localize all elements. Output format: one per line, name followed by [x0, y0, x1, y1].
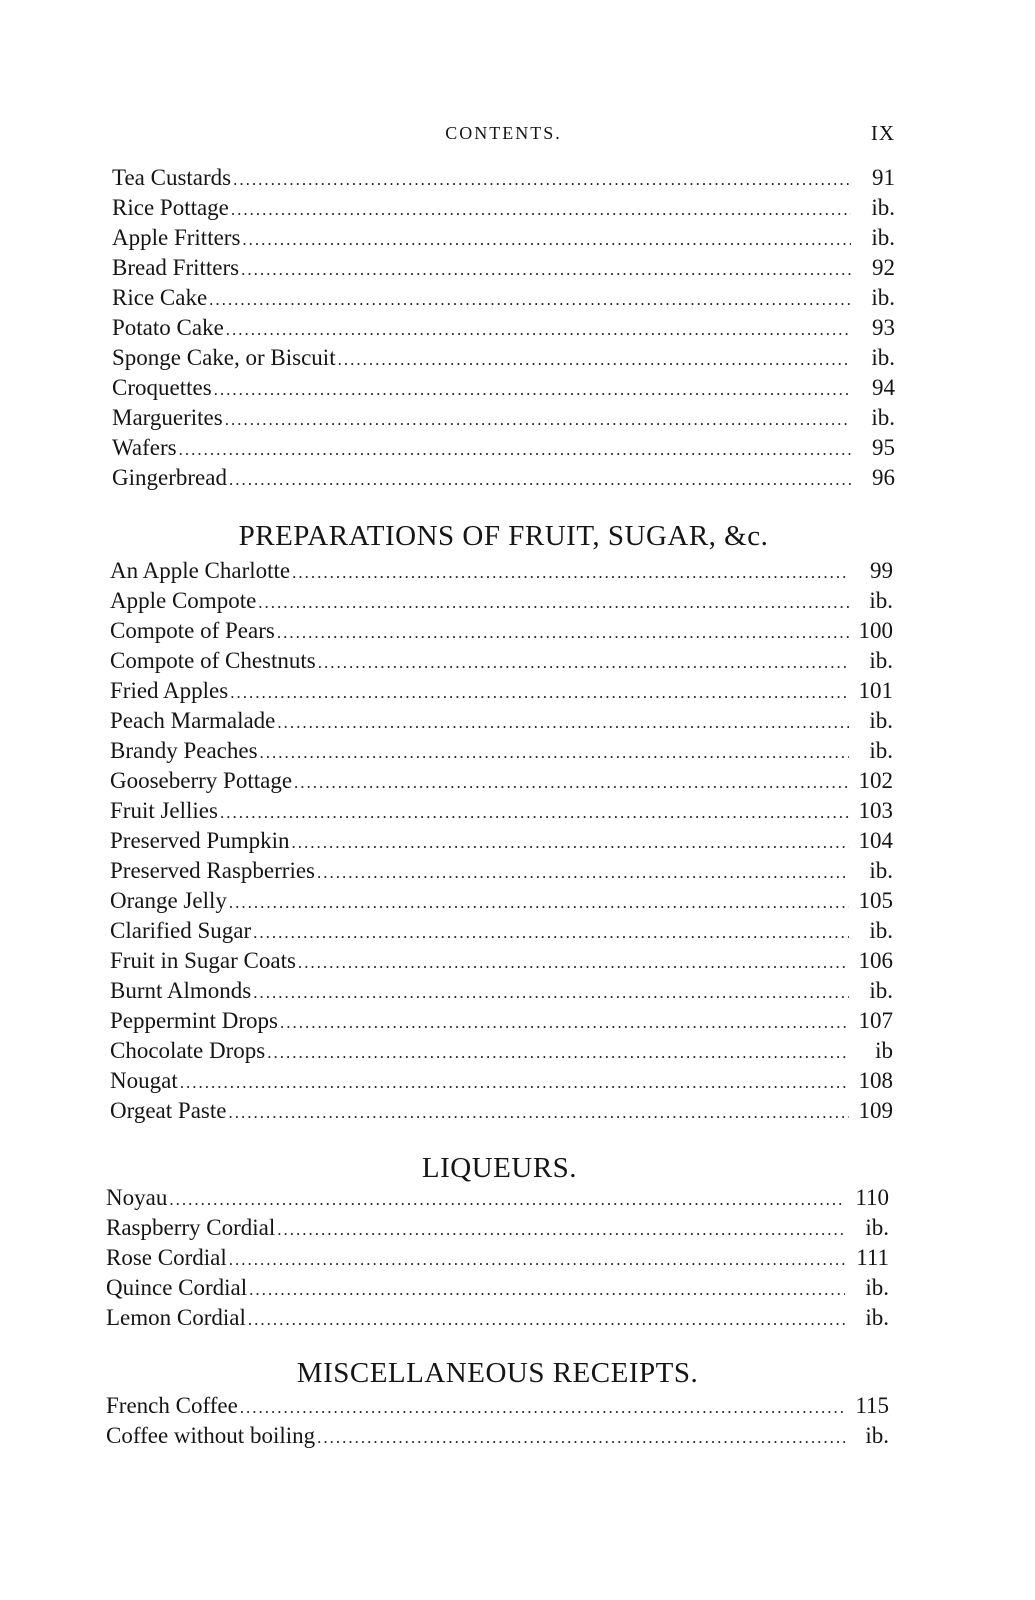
dot-leader [260, 738, 849, 768]
entry-page: 94 [872, 375, 895, 400]
toc-entry [110, 766, 893, 796]
running-head [112, 120, 895, 150]
entry-page: ib. [871, 345, 895, 370]
entry-page: ib. [869, 738, 893, 763]
entry-page: 115 [855, 1393, 889, 1418]
entry-title: Nougat [110, 1068, 178, 1093]
entry-page: ib. [869, 648, 893, 673]
entry-page: ib. [869, 708, 893, 733]
dot-leader [214, 375, 851, 405]
entry-title: Quince Cordial [106, 1275, 248, 1300]
dot-leader [280, 1008, 849, 1038]
entry-title: Marguerites [112, 405, 223, 430]
entry-page: ib. [865, 1305, 889, 1330]
entry-page: ib [875, 1038, 893, 1063]
entry-title: Orgeat Paste [110, 1098, 227, 1123]
entry-title: Clarified Sugar [110, 918, 252, 943]
dot-leader [229, 888, 849, 918]
entry-title: Burnt Almonds [110, 978, 252, 1003]
toc-entry [106, 1213, 889, 1243]
dot-leader [179, 435, 851, 465]
toc-entry [112, 283, 895, 313]
entry-title: Peach Marmalade [110, 708, 276, 733]
dot-leader [169, 1185, 845, 1215]
dot-leader [298, 948, 849, 978]
entry-title: Bread Fritters [112, 255, 240, 280]
dot-leader [226, 315, 851, 345]
dot-leader [241, 255, 851, 285]
dot-leader [209, 285, 851, 315]
entry-title: Preserved Pumpkin [110, 828, 290, 853]
page-number: IX [870, 121, 895, 145]
entry-title: Gooseberry Pottage [110, 768, 293, 793]
dot-leader [242, 225, 851, 255]
entry-title: An Apple Charlotte [110, 558, 291, 583]
toc-entry [110, 556, 893, 586]
toc-entry [110, 676, 893, 706]
entry-page: 108 [858, 1068, 893, 1093]
entry-page: 101 [858, 678, 893, 703]
entry-page: ib. [871, 405, 895, 430]
toc-entry [110, 856, 893, 886]
entry-page: 93 [872, 315, 895, 340]
entry-title: Chocolate Drops [110, 1038, 266, 1063]
toc-section-miscellaneous [106, 1391, 889, 1451]
toc-entry [112, 343, 895, 373]
entry-page: 92 [872, 255, 895, 280]
entry-title: Coffee without boiling [106, 1423, 316, 1448]
entry-title: Apple Compote [110, 588, 257, 613]
toc-entry [112, 403, 895, 433]
entry-title: Apple Fritters [112, 225, 241, 250]
entry-page: ib. [871, 225, 895, 250]
dot-leader [240, 1393, 845, 1423]
section-heading-liqueurs: LIQUEURS. [421, 1152, 578, 1184]
dot-leader [249, 1275, 845, 1305]
dot-leader [338, 345, 851, 375]
toc-entry [110, 1066, 893, 1096]
entry-page: ib. [865, 1275, 889, 1300]
toc-entry [110, 946, 893, 976]
toc-entry [110, 646, 893, 676]
dot-leader [318, 648, 849, 678]
entry-title: Lemon Cordial [106, 1305, 246, 1330]
entry-page: 110 [855, 1185, 889, 1210]
entry-title: Fried Apples [110, 678, 229, 703]
dot-leader [248, 1305, 845, 1335]
dot-leader [292, 558, 849, 588]
toc-entry [110, 886, 893, 916]
toc-entry [112, 433, 895, 463]
entry-title: Orange Jelly [110, 888, 227, 913]
dot-leader [231, 195, 851, 225]
entry-title: Raspberry Cordial [106, 1215, 276, 1240]
toc-entry [110, 1036, 893, 1066]
entry-page: ib. [865, 1423, 889, 1448]
toc-entry [110, 916, 893, 946]
toc-entry [106, 1243, 889, 1273]
dot-leader [267, 1038, 849, 1068]
toc-entry [112, 193, 895, 223]
entry-page: ib. [869, 858, 893, 883]
entry-page: 96 [872, 465, 895, 490]
entry-page: 106 [858, 948, 893, 973]
dot-leader [225, 405, 851, 435]
entry-title: Compote of Pears [110, 618, 275, 643]
entry-page: 104 [858, 828, 893, 853]
entry-page: ib. [869, 918, 893, 943]
entry-title: Rice Pottage [112, 195, 229, 220]
toc-entry [106, 1303, 889, 1333]
toc-entry [106, 1421, 889, 1451]
dot-leader [228, 1098, 849, 1128]
dot-leader [317, 1423, 845, 1453]
entry-title: Gingerbread [112, 465, 227, 490]
toc-entry [110, 976, 893, 1006]
entry-page: 91 [872, 165, 895, 190]
dot-leader [229, 465, 851, 495]
entry-page: 103 [858, 798, 893, 823]
dot-leader [292, 828, 849, 858]
entry-title: Potato Cake [112, 315, 224, 340]
entry-page: 95 [872, 435, 895, 460]
entry-page: 105 [858, 888, 893, 913]
dot-leader [277, 708, 849, 738]
dot-leader [253, 978, 849, 1008]
dot-leader [258, 588, 849, 618]
dot-leader [294, 768, 849, 798]
toc-section-liqueurs [106, 1183, 889, 1333]
toc-section-continued [112, 163, 895, 493]
entry-title: Peppermint Drops [110, 1008, 279, 1033]
entry-title: Tea Custards [112, 165, 232, 190]
entry-page: 99 [870, 558, 893, 583]
entry-page: ib. [871, 285, 895, 310]
entry-title: Rose Cordial [106, 1245, 227, 1270]
toc-entry [106, 1183, 889, 1213]
dot-leader [229, 1245, 845, 1275]
entry-title: Wafers [112, 435, 177, 460]
dot-leader [230, 678, 849, 708]
toc-entry [110, 736, 893, 766]
entry-page: ib. [871, 195, 895, 220]
toc-section-preparations [110, 556, 893, 1126]
dot-leader [317, 858, 849, 888]
entry-page: ib. [869, 978, 893, 1003]
entry-page: 102 [858, 768, 893, 793]
toc-entry [106, 1273, 889, 1303]
toc-entry [110, 586, 893, 616]
toc-entry [112, 313, 895, 343]
section-heading-preparations: PREPARATIONS OF FRUIT, SUGAR, &c. [238, 520, 769, 552]
entry-title: Compote of Chestnuts [110, 648, 316, 673]
toc-entry [110, 1096, 893, 1126]
entry-page: ib. [869, 588, 893, 613]
toc-entry [112, 373, 895, 403]
dot-leader [180, 1068, 849, 1098]
entry-page: 109 [858, 1098, 893, 1123]
toc-entry [112, 463, 895, 493]
dot-leader [277, 618, 849, 648]
entry-page: ib. [865, 1215, 889, 1240]
entry-title: Noyau [106, 1185, 168, 1210]
toc-entry [112, 163, 895, 193]
toc-entry [110, 1006, 893, 1036]
entry-title: Sponge Cake, or Biscuit [112, 345, 336, 370]
entry-title: Preserved Raspberries [110, 858, 316, 883]
dot-leader [253, 918, 849, 948]
entry-title: French Coffee [106, 1393, 238, 1418]
dot-leader [220, 798, 849, 828]
toc-entry [110, 796, 893, 826]
entry-page: 107 [858, 1008, 893, 1033]
dot-leader [277, 1215, 845, 1245]
entry-title: Brandy Peaches [110, 738, 258, 763]
toc-entry [112, 223, 895, 253]
toc-entry [112, 253, 895, 283]
entry-page: 111 [856, 1245, 889, 1270]
entry-title: Rice Cake [112, 285, 208, 310]
toc-entry [110, 616, 893, 646]
page-title: CONTENTS. [445, 123, 562, 143]
entry-page: 100 [858, 618, 893, 643]
section-heading-miscellaneous: MISCELLANEOUS RECEIPTS. [296, 1357, 699, 1389]
entry-title: Fruit Jellies [110, 798, 218, 823]
entry-title: Croquettes [112, 375, 212, 400]
dot-leader [233, 165, 851, 195]
toc-entry [110, 706, 893, 736]
toc-entry [110, 826, 893, 856]
entry-title: Fruit in Sugar Coats [110, 948, 296, 973]
toc-entry [106, 1391, 889, 1421]
